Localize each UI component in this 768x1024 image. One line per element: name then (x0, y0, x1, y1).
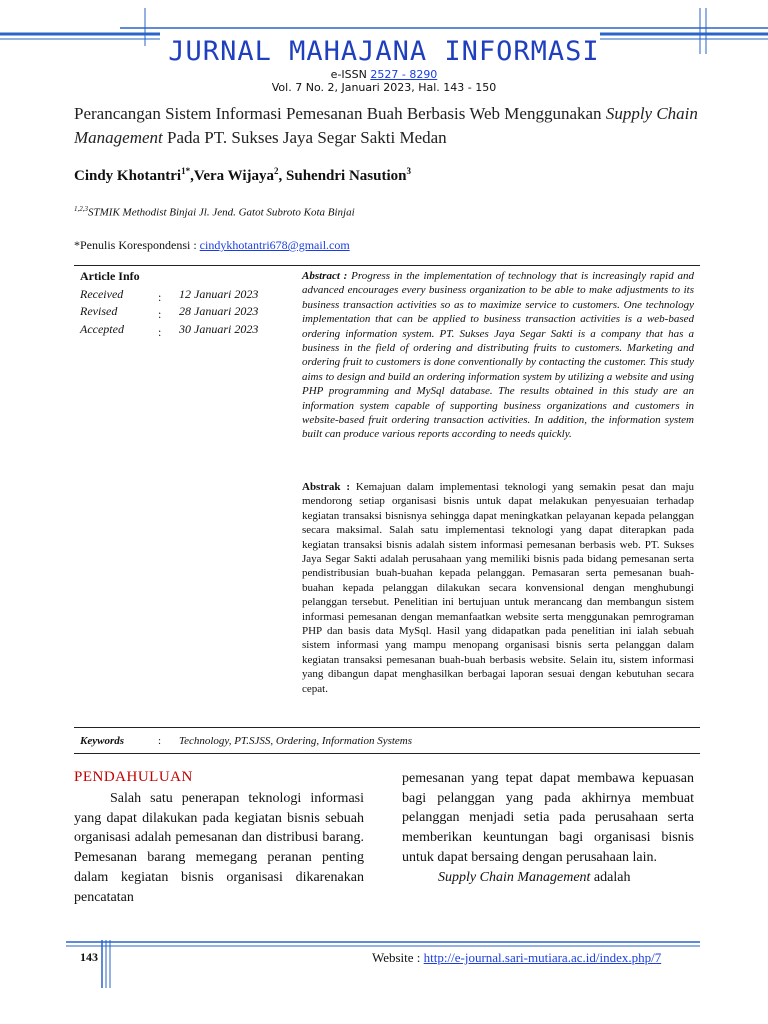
info-revised-date: 28 Januari 2023 (179, 304, 259, 318)
website-link[interactable]: http://e-journal.sari-mutiara.ac.id/index.php/7 (423, 950, 662, 965)
abstract-english-label: Abstract : (302, 270, 348, 282)
affiliation-sup: 1,2,3 (74, 205, 88, 213)
paper-title-part2: Pada PT. Sukses Jaya Segar Sakti Medan (162, 128, 447, 147)
info-colon: : (158, 290, 162, 304)
keywords-top-rule (74, 727, 700, 728)
info-accepted-date: 30 Januari 2023 (179, 322, 259, 336)
abstract-indonesian-text: Kemajuan dalam implementasi teknologi yang semakin pesat dan maju mendorong setiap organisasi bisnis untuk dapat melakukan penyesuaian terhadap kegiatan transaksi bisnisnya sehingga dapat meningkatkan pelayanan kepada pelanggan secara maksimal. Salah satu implementasi teknologi yang dapat diterapkan pada kegiatan transaksi bisnis adalah sistem informasi pemesanan berbasis web. PT. Sukses Jaya Segar Sakti adalah perusahaan yang memiliki bisnis pada bidang pemesanan serta pendistribusian buah-buahan kepada pelanggan. Pemasaran serta pemesanan buah-buahan kepada pelanggan dilakukan secara konvensional dengan menghubungi pelanggan tersebut. Penelitian ini bertujuan untuk merancang dan membangun sistem informasi pemesanan dengan memanfaatkan website serta menggunakan pemrograman PHP dan basis data MySql. Hasil yang didapatkan pada penelitian ini ialah sebuah sistem informasi yang mampu menopang organisasi bisnis serta pelanggan dalam kegiatan transaksi pemesanan buah-buah berbasis website. Selain itu, sistem informasi yang dibangun dapat menghasilkan berbagai laporan sesuai dengan kebutuhan secara cepat. (302, 481, 694, 695)
body-right-text: pemesanan yang tepat dapat membawa kepuasan bagi pelanggan yang pada akhirnya membuat pelanggan menjadi setia pada perusahaan serta memberikan keuntungan bagi organisasi bisnis untuk dapat bersaing dengan perusahaan lain. (402, 771, 694, 865)
info-received-label: Received (80, 287, 124, 301)
info-received-date: 12 Januari 2023 (179, 287, 259, 301)
author-1: Cindy Khotantri (74, 168, 182, 184)
body-right-column (402, 769, 694, 887)
correspondence-email-link[interactable]: cindykhotantri678@gmail.com (199, 238, 350, 252)
body-left-text: Salah satu penerapan teknologi informasi yang dapat dilakukan pada kegiatan bisnis sebuah organisasi adalah pemesanan dan distribusi barang. Pemesanan barang memegang peranan penting dalam kegiatan bisnis organisasi dikarenakan pencatatan (74, 791, 364, 905)
footer-decorative-lines (66, 940, 700, 1000)
volume-line: Vol. 7 No. 2, Januari 2023, Hal. 143 - 150 (271, 81, 497, 94)
paper-title-italic: Supply Chain Management (74, 104, 698, 147)
journal-title: JURNAL MAHAJANA INFORMASI (168, 36, 600, 67)
correspondence-label: *Penulis Korespondensi : (74, 238, 200, 252)
info-revised-label: Revised (80, 304, 118, 318)
affiliation-text: STMIK Methodist Binjai Jl. Jend. Gatot Subroto Kota Binjai (88, 206, 355, 219)
abstract-indonesian-label: Abstrak : (302, 481, 351, 493)
keywords-bottom-rule (74, 753, 700, 754)
paper-title-part1: Perancangan Sistem Informasi Pemesanan Buah Berbasis Web Menggunakan (74, 104, 606, 123)
info-accepted-label: Accepted (80, 322, 124, 336)
author-2: ,Vera Wijaya (190, 168, 275, 184)
author-3: , Suhendri Nasution (278, 168, 407, 184)
page-number: 143 (80, 950, 98, 964)
section-heading-pendahuluan: PENDAHULUAN (74, 769, 193, 785)
correspondence (74, 238, 350, 253)
website-label: Website : (372, 950, 424, 965)
footer-website (372, 950, 661, 966)
keywords-colon: : (158, 735, 162, 747)
affiliation (74, 205, 355, 219)
body-right-italic: Supply Chain Management (438, 869, 591, 885)
abstract-english-text: Progress in the implementation of technology that is increasingly rapid and advanced encourages every business organization to be able to make adjustments to its business transaction activities so as to maximize service to customers. One technology implementation that can be applied to business transaction activities is a web-based ordering information system. PT. Sukses Jaya Segar Sakti is a company that has a business in the field of ordering and distributing fruits to customers. Marketing and ordering fruit to customers is done conventionally by contacting the customer. This study aims to design and build an ordering information system by utilizing a website and using PHP programming and MySql database. The results obtained in this study are an information system capable of supporting business organizations and customers in website-based fruit ordering transaction activities. In addition, the information system built can produce various reports according to needs quickly. (302, 270, 695, 441)
issn-link[interactable]: 2527 - 8290 (370, 68, 438, 81)
author-1-sup: 1* (181, 166, 191, 176)
info-top-rule (74, 265, 700, 266)
issn-label: e-ISSN (330, 68, 367, 81)
info-colon: : (158, 325, 162, 339)
abstract-english (302, 269, 694, 442)
body-right-tail: adalah (590, 869, 631, 885)
article-info-heading: Article Info (80, 269, 140, 283)
keywords-text: Technology, PT.SJSS, Ordering, Information Systems (179, 735, 413, 747)
info-colon: : (158, 307, 162, 321)
paper-title (74, 102, 714, 150)
authors-line (74, 166, 411, 185)
author-3-sup: 3 (406, 166, 411, 176)
author-2-sup: 2 (274, 166, 279, 176)
abstract-indonesian (302, 480, 694, 696)
keywords-label: Keywords (80, 735, 124, 747)
body-left-column (74, 789, 364, 907)
issn-line (0, 68, 768, 81)
